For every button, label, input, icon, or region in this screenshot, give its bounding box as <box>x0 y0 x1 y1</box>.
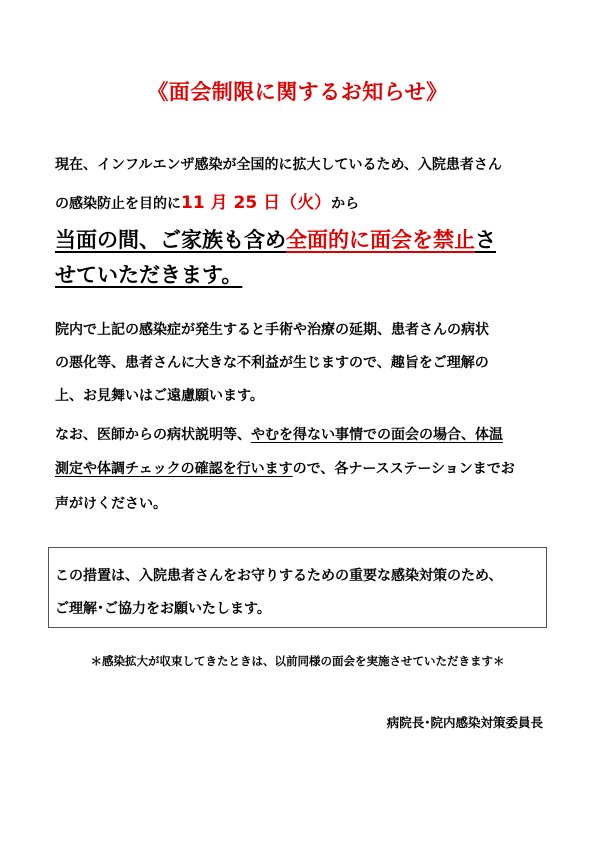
headline-part-3: さ <box>475 228 496 252</box>
footnote: ＊感染拡大が収束してきたときは、以前同様の面会を実施させていただきます＊ <box>90 654 505 668</box>
intro-line-2 <box>55 188 359 213</box>
notice-box-line-1: この措置は、入院患者さんをお守りするための重要な感染対策のため、 <box>55 568 503 584</box>
signature: 病院長･院内感染対策委員長 <box>386 715 543 730</box>
body-line-5-underlined: 測定や体調チェックの確認を行います <box>55 461 293 477</box>
body-line-2: の悪化等、患者さんに大きな不利益が生じますので、趣旨をご理解の <box>55 355 489 371</box>
headline-line-1 <box>55 224 496 254</box>
body-line-3: 上、お見舞いはご遠慮願います。 <box>55 388 264 404</box>
body-line-4-underlined: やむを得ない事情での面会の場合、体温 <box>251 427 503 443</box>
headline-line-2-text: せていただきます。 <box>55 263 243 287</box>
notice-box-line-2: ご理解･ご協力をお願いたします。 <box>55 601 271 617</box>
body-line-1: 院内で上記の感染症が発生すると手術や治療の延期、患者さんの病状 <box>55 322 489 338</box>
notice-box <box>48 547 547 628</box>
body-line-6: 声がけください。 <box>55 496 167 512</box>
headline-part-1: 当面の間、ご家族も含め <box>55 228 286 252</box>
restriction-start-date: 11 月 25 日（火） <box>181 193 332 213</box>
headline-ban-notice: 全面的に面会を禁止 <box>286 228 475 252</box>
body-line-5-suffix: ので、各ナースステーションまでお <box>292 461 515 477</box>
intro-line-2-suffix: から <box>331 196 360 212</box>
intro-line-1: 現在、インフルエンザ感染が全国的に拡大しているため、入院患者さん <box>55 157 502 173</box>
body-line-5 <box>55 458 515 478</box>
page-title: 《面会制限に関するお知らせ》 <box>147 80 448 104</box>
body-line-4 <box>55 424 503 444</box>
headline-line-2 <box>55 259 242 289</box>
body-line-4-prefix: なお、医師からの病状説明等、 <box>55 427 251 443</box>
intro-line-2-prefix: の感染防止を目的に <box>55 196 181 212</box>
